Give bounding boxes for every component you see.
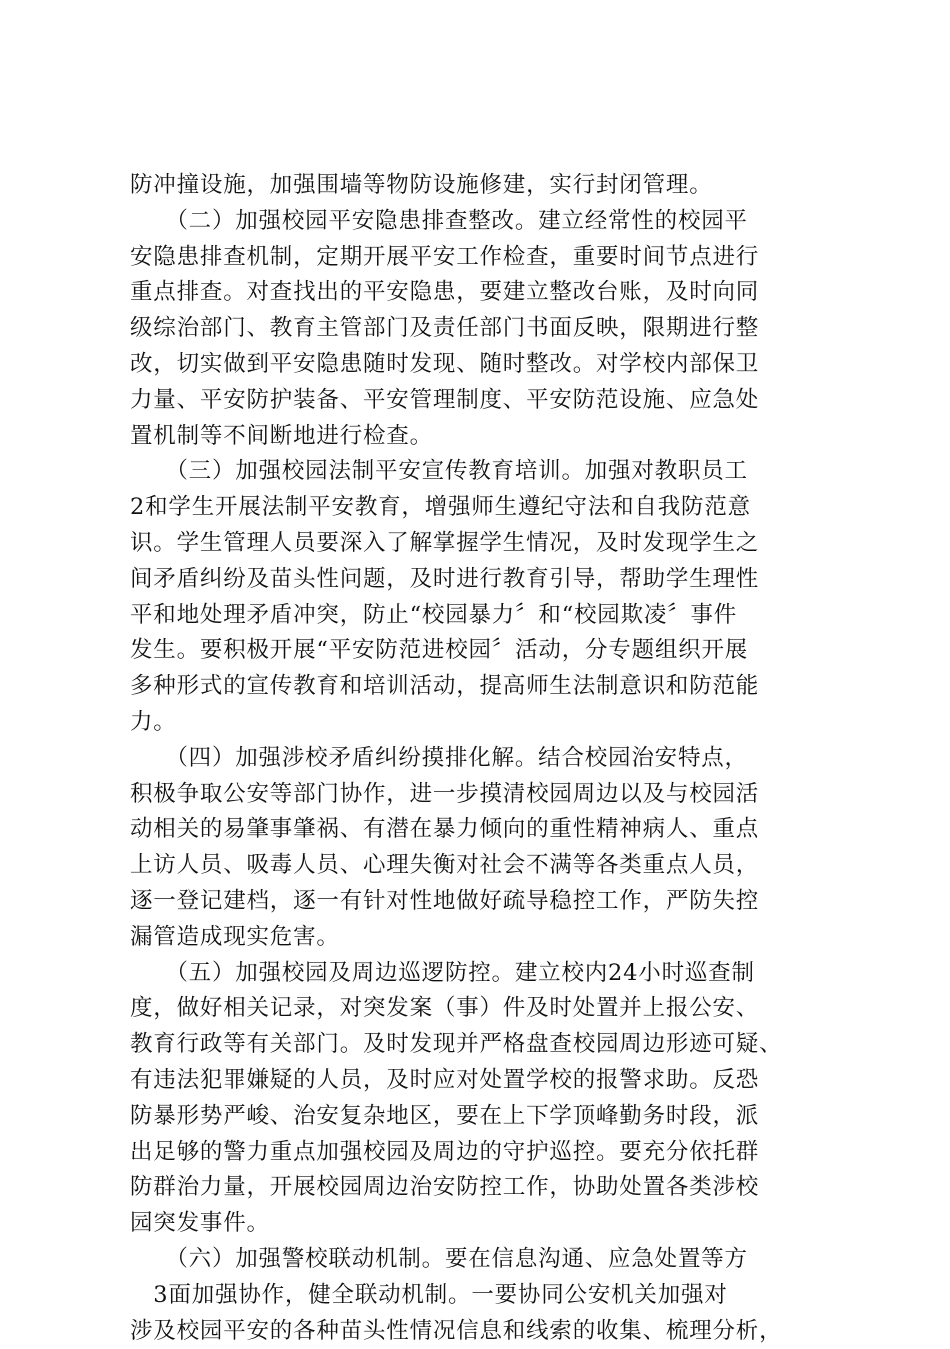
text-line: 发生。要积极开展“平安防范进校园〞活动，分专题组织开展 bbox=[130, 633, 830, 669]
text-line: 防冲撞设施，加强围墙等物防设施修建，实行封闭管理。 bbox=[130, 168, 830, 204]
text-line: 间矛盾纠纷及苗头性问题，及时进行教育引导，帮助学生理性 bbox=[130, 562, 830, 598]
text-line: 改，切实做到平安隐患随时发现、随时整改。对学校内部保卫 bbox=[130, 347, 830, 383]
text-line: （三）加强校园法制平安宣传教育培训。加强对教职员工 bbox=[130, 454, 830, 490]
text-line: 有违法犯罪嫌疑的人员，及时应对处置学校的报警求助。反恐 bbox=[130, 1063, 830, 1099]
text-line: （六）加强警校联动机制。要在信息沟通、应急处置等方 bbox=[130, 1242, 830, 1278]
text-line: 力。 bbox=[130, 705, 830, 741]
text-line: 防群治力量，开展校园周边治安防控工作，协助处置各类涉校 bbox=[130, 1170, 830, 1206]
text-line: （四）加强涉校矛盾纠纷摸排化解。结合校园治安特点， bbox=[130, 741, 830, 777]
text-line: 置机制等不间断地进行检查。 bbox=[130, 419, 830, 455]
text-line: （五）加强校园及周边巡逻防控。建立校内24小时巡查制 bbox=[130, 956, 830, 992]
text-line: 积极争取公安等部门协作，进一步摸清校园周边以及与校园活 bbox=[130, 777, 830, 813]
text-line: 安隐患排查机制，定期开展平安工作检查，重要时间节点进行 bbox=[130, 240, 830, 276]
text-line: 力量、平安防护装备、平安管理制度、平安防范设施、应急处 bbox=[130, 383, 830, 419]
text-line: 涉及校园平安的各种苗头性情况信息和线索的收集、梳理分析， bbox=[130, 1314, 830, 1349]
text-line: 出足够的警力重点加强校园及周边的守护巡控。要充分依托群 bbox=[130, 1135, 830, 1171]
text-line: 度，做好相关记录，对突发案（事）件及时处置并上报公安、 bbox=[130, 991, 830, 1027]
text-line: 动相关的易肇事肇祸、有潜在暴力倾向的重性精神病人、重点 bbox=[130, 812, 830, 848]
text-line: 防暴形势严峻、治安复杂地区，要在上下学顶峰勤务时段，派 bbox=[130, 1099, 830, 1135]
text-line: 多种形式的宣传教育和培训活动，提高师生法制意识和防范能 bbox=[130, 669, 830, 705]
text-line: 漏管造成现实危害。 bbox=[130, 920, 830, 956]
text-line: 教育行政等有关部门。及时发现并严格盘查校园周边形迹可疑、 bbox=[130, 1027, 830, 1063]
text-line: 上访人员、吸毒人员、心理失衡对社会不满等各类重点人员， bbox=[130, 848, 830, 884]
text-line: 级综治部门、教育主管部门及责任部门书面反映，限期进行整 bbox=[130, 311, 830, 347]
text-line: 平和地处理矛盾冲突，防止“校园暴力〞和“校园欺凌〞事件 bbox=[130, 598, 830, 634]
text-line: 重点排查。对查找出的平安隐患，要建立整改台账，及时向同 bbox=[130, 275, 830, 311]
text-line: 逐一登记建档，逐一有针对性地做好疏导稳控工作，严防失控 bbox=[130, 884, 830, 920]
text-line: （二）加强校园平安隐患排查整改。建立经常性的校园平 bbox=[130, 204, 830, 240]
document-body bbox=[130, 168, 830, 1349]
text-line: 园突发事件。 bbox=[130, 1206, 830, 1242]
text-line: 2和学生开展法制平安教育，增强师生遵纪守法和自我防范意 bbox=[130, 490, 830, 526]
text-line: 识。学生管理人员要深入了解掌握学生情况，及时发现学生之 bbox=[130, 526, 830, 562]
text-line: 3面加强协作，健全联动机制。一要协同公安机关加强对 bbox=[130, 1278, 830, 1314]
